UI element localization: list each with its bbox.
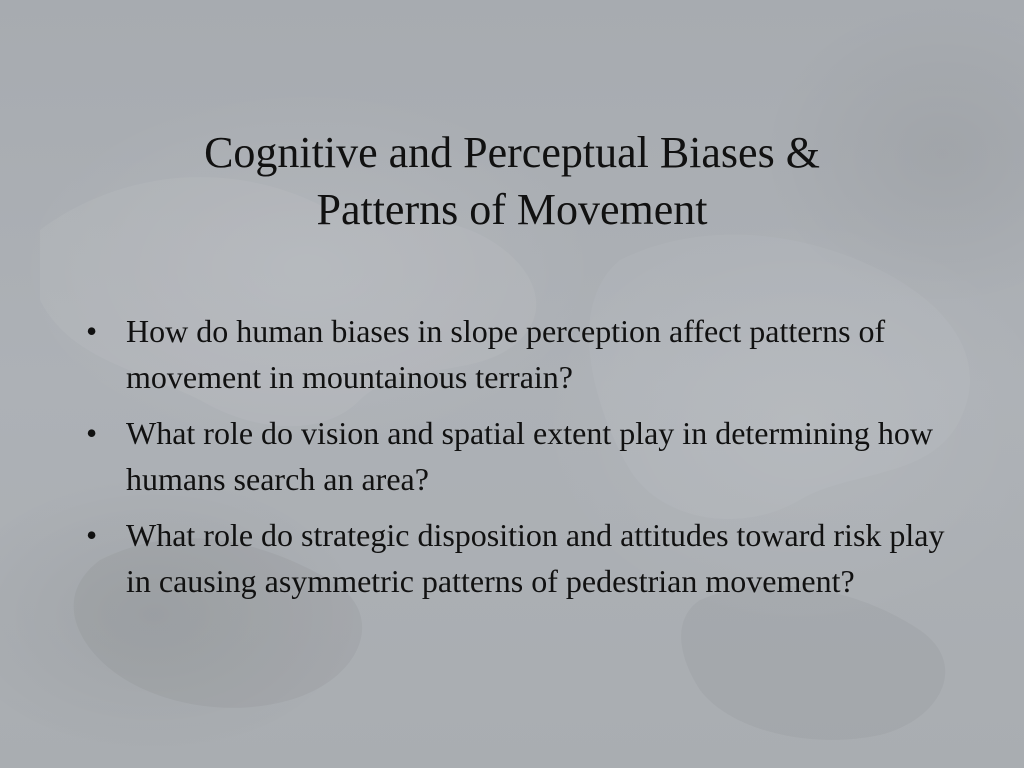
bullet-marker: • [86,313,98,349]
bullet-text: What role do strategic disposition and attitudes toward risk play in causing asymmetric patterns of pedestrian movement? [126,517,945,599]
bullet-text: How do human biases in slope perception affect patterns of movement in mountainous terrain? [126,313,886,395]
bullet-item [84,512,954,604]
bullet-marker: • [86,415,98,451]
bullet-text: What role do vision and spatial extent play in determining how humans search an area? [126,415,933,497]
bullet-item [84,308,954,400]
slide-title-line-1: Cognitive and Perceptual Biases & [204,128,820,177]
slide-title [100,124,924,238]
slide-title-line-2: Patterns of Movement [316,185,708,234]
bullet-list [84,308,954,614]
bullet-item [84,410,954,502]
bullet-marker: • [86,517,98,553]
